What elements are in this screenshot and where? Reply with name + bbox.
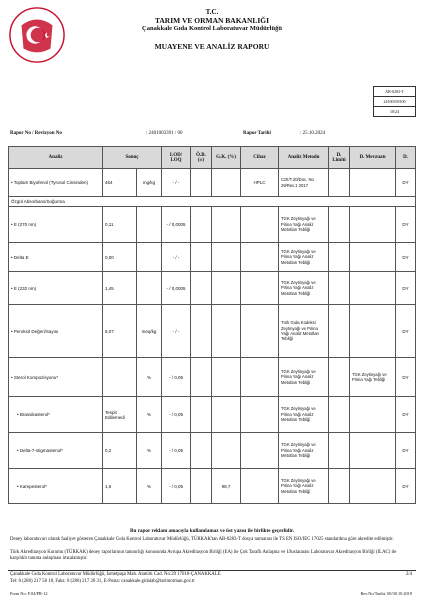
recovery-cell <box>212 305 241 358</box>
regulation-cell <box>350 169 396 197</box>
limit-cell <box>329 272 350 305</box>
regulation-cell <box>350 433 396 469</box>
unit-cell: mg/kg <box>137 169 162 197</box>
uncertainty-cell <box>191 243 212 272</box>
limit-cell <box>329 207 350 243</box>
report-no-value: : 2401003391 / 00 <box>146 131 183 136</box>
device-cell <box>241 272 279 305</box>
method-cell: TGK Zeytinyağı ve Pirina Yağı Analiz Metotları Tebliği <box>279 272 329 305</box>
results-table <box>8 146 416 504</box>
recovery-cell <box>212 397 241 433</box>
method-cell: TGK Zeytinyağı ve Pirina Yağı Analiz Metotları Tebliği <box>279 433 329 469</box>
analiz-cell: • Brassikasterol* <box>9 397 103 433</box>
limit-cell <box>329 469 350 504</box>
regulation-cell <box>350 305 396 358</box>
evaluation-cell: DY <box>396 272 416 305</box>
analiz-cell: • Peroksit Değeri/Sayısı <box>9 305 103 358</box>
recovery-cell: 98,7 <box>212 469 241 504</box>
method-cell: TGK Zeytinyağı ve Pirina Yağı Analiz Metotları Tebliği <box>279 397 329 433</box>
analiz-cell: • Sterol Kompozisyonu* <box>9 358 103 397</box>
evaluation-cell: DY <box>396 243 416 272</box>
limit-cell <box>329 243 350 272</box>
table-row <box>9 397 416 433</box>
evaluation-cell: DY <box>396 358 416 397</box>
device-cell <box>241 433 279 469</box>
result-cell <box>103 358 137 397</box>
table-row <box>9 272 416 305</box>
uncertainty-cell <box>191 397 212 433</box>
regulation-cell: TGK Zeytinyağı ve Pirina Yağı Tebliği <box>350 358 396 397</box>
device-cell <box>241 469 279 504</box>
regulation-cell <box>350 469 396 504</box>
lod-loq-cell: - / 0,05 <box>162 433 191 469</box>
uncertainty-cell <box>191 207 212 243</box>
result-cell: 0,11 <box>103 207 137 243</box>
ref-accreditation-no: AB-0283-T <box>374 87 415 97</box>
recovery-cell <box>212 358 241 397</box>
unit-cell: % <box>137 433 162 469</box>
regulation-cell <box>350 272 396 305</box>
report-date-value: : 25.10.2024 <box>300 131 326 136</box>
report-title: MUAYENE VE ANALİZ RAPORU <box>154 42 270 51</box>
col-mevzuat: D. Mevzuatı <box>350 147 396 169</box>
analiz-cell: • Toplam Biyofenol (Tyrosol Cinsinden) <box>9 169 103 197</box>
col-sonuc: Sonuç <box>103 147 162 169</box>
analiz-cell: • Delta E <box>9 243 103 272</box>
method-cell: TGK Zeytinyağı ve Pirina Yağı Analiz Metotları Tebliği <box>279 469 329 504</box>
recovery-cell <box>212 433 241 469</box>
report-date-label: Rapor Tarihi <box>243 131 271 136</box>
unit-cell: % <box>137 469 162 504</box>
col-limit: D. Limiti <box>329 147 350 169</box>
col-lod-loq: LOD/ LOQ <box>162 147 191 169</box>
method-cell: Türk Gıda Kodeksi Zeytinyağı ve Pirina Yağı Analiz Metotları Tebliği <box>279 305 329 358</box>
method-cell: TGK Zeytinyağı ve Pirina Yağı Analiz Metotları Tebliği <box>279 358 329 397</box>
device-cell: HPLC <box>241 169 279 197</box>
recovery-cell <box>212 169 241 197</box>
regulation-cell <box>350 207 396 243</box>
col-analiz: Analiz <box>9 147 103 169</box>
unit-cell: % <box>137 358 162 397</box>
evaluation-cell: DY <box>396 469 416 504</box>
evaluation-cell: DY <box>396 397 416 433</box>
method-cell: TGK Zeytinyağı ve Pirina Yağı Analiz Metotları Tebliği <box>279 243 329 272</box>
col-ob: Ö.B. (±) <box>191 147 212 169</box>
limit-cell <box>329 397 350 433</box>
regulation-cell <box>350 243 396 272</box>
table-row <box>9 433 416 469</box>
result-cell: 1,45 <box>103 272 137 305</box>
unit-cell <box>137 272 162 305</box>
device-cell <box>241 243 279 272</box>
method-cell: TGK Zeytinyağı ve Pirina Yağı Analiz Metotları Tebliği <box>279 207 329 243</box>
col-gk: G.K. (%) <box>212 147 241 169</box>
result-cell: 464 <box>103 169 137 197</box>
device-cell <box>241 358 279 397</box>
table-row <box>9 469 416 504</box>
unit-cell: meq/kg <box>137 305 162 358</box>
revision-info: Rev.No/Tarihi: 00/30.10.2019 <box>360 591 412 596</box>
device-cell <box>241 397 279 433</box>
lod-loq-cell: - / 0,05 <box>162 358 191 397</box>
col-d: D. <box>396 147 416 169</box>
form-number: Form No: F.04/PR-12 <box>10 591 48 596</box>
table-row <box>9 243 416 272</box>
uncertainty-cell <box>191 433 212 469</box>
result-cell: Tespit Edilemedi <box>103 397 137 433</box>
unit-cell: % <box>137 397 162 433</box>
result-cell: 0,2 <box>103 433 137 469</box>
footer-divider <box>8 570 416 571</box>
header-lab: Çanakkale Gıda Kontrol Laboratuvar Müdürlüğü <box>142 25 282 32</box>
unit-cell <box>137 207 162 243</box>
result-cell: 1,6 <box>103 469 137 504</box>
table-row <box>9 305 416 358</box>
ref-report-code: 24100339100 <box>374 97 415 107</box>
limit-cell <box>329 358 350 397</box>
table-header-row <box>9 147 416 169</box>
recovery-cell <box>212 272 241 305</box>
lod-loq-cell: - / 0,0005 <box>162 207 191 243</box>
col-cihaz: Cihaz <box>241 147 279 169</box>
usage-notice: Bu rapor reklam amacıyla kullanılamaz ve üst yazısı ile birlikte geçerlidir. <box>129 528 295 534</box>
accreditation-ref-box <box>373 86 416 117</box>
device-cell <box>241 207 279 243</box>
lod-loq-cell: - / 0,05 <box>162 397 191 433</box>
evaluation-cell: DY <box>396 433 416 469</box>
header-tc: T.C. <box>205 8 219 16</box>
method-cell: COI/T.20/Doc. No 29/Rev.1 2017 <box>279 169 329 197</box>
uncertainty-cell <box>191 305 212 358</box>
uncertainty-cell <box>191 169 212 197</box>
table-row <box>9 358 416 397</box>
lab-address: Çanakkale Gıda Kontrol Laboratuvar Müdürlüğü, İsmetpaşa Mah. Atatürk Cad. No:29 17010-ÇANAKKALE <box>10 572 221 577</box>
table-row <box>9 169 416 197</box>
analiz-cell: • E (232 nm) <box>9 272 103 305</box>
uncertainty-cell <box>191 358 212 397</box>
result-cell: 0,00 <box>103 243 137 272</box>
limit-cell <box>329 169 350 197</box>
lab-contact: Tel: 0 (286) 217 58 18, Faks: 0 (286) 217 20 31, E-Posta: canakkale.gidalab@tarimorman.gov.tr <box>10 579 195 584</box>
lod-loq-cell: - / - <box>162 169 191 197</box>
regulation-cell <box>350 397 396 433</box>
evaluation-cell: DY <box>396 207 416 243</box>
table-row <box>9 207 416 243</box>
analiz-cell: • Delta-7-stigmastenol* <box>9 433 103 469</box>
evaluation-cell: DY <box>396 305 416 358</box>
limit-cell <box>329 433 350 469</box>
ref-date-code: 10/24 <box>389 109 400 114</box>
col-method: Analiz Metodu <box>279 147 329 169</box>
report-no-label: Rapor No / Revizyon No <box>10 131 62 136</box>
header-ministry: TARIM VE ORMAN BAKANLIĞI <box>154 16 270 25</box>
result-cell: 8,07 <box>103 305 137 358</box>
unit-cell <box>137 243 162 272</box>
table-row <box>9 197 416 207</box>
lod-loq-cell: - / 0,0005 <box>162 272 191 305</box>
device-cell <box>241 305 279 358</box>
evaluation-cell: DY <box>396 169 416 197</box>
recovery-cell <box>212 207 241 243</box>
limit-cell <box>329 305 350 358</box>
recovery-cell <box>212 243 241 272</box>
analiz-cell: • Kampesterol* <box>9 469 103 504</box>
lod-loq-cell: - / - <box>162 305 191 358</box>
uncertainty-cell <box>191 272 212 305</box>
accreditation-paragraph: Deney laboratuvarı olarak faaliyet gösteren Çanakkale Gıda Kontrol Laboratuvar Müdürlüğü, TÜRKAK'tan AB-0283-T dosya numarası ile TS EN ISO/IEC 17025 standardına göre akredite edilmiştir. <box>10 537 394 542</box>
page-number: 2/4 <box>405 572 412 577</box>
lod-loq-cell: - / - <box>162 243 191 272</box>
analiz-cell: • E (270 nm) <box>9 207 103 243</box>
uncertainty-cell <box>191 469 212 504</box>
section-header-cell: Özgül Absorbans/Soğurma <box>9 197 416 207</box>
lod-loq-cell: - / 0,05 <box>162 469 191 504</box>
turkak-paragraph: Türk Akreditasyon Kurumu (TÜRKAK) deney raporlarının tanınırlığı konusunda Avrupa Akreditasyon Birliği (EA) ile Çok Taraflı Anlaşma ve Uluslararası Laboratuvar Akreditasyon Birliği (ILAC) ile karşılıklı tanıma anlaşması imzalamıştır. <box>10 550 397 561</box>
